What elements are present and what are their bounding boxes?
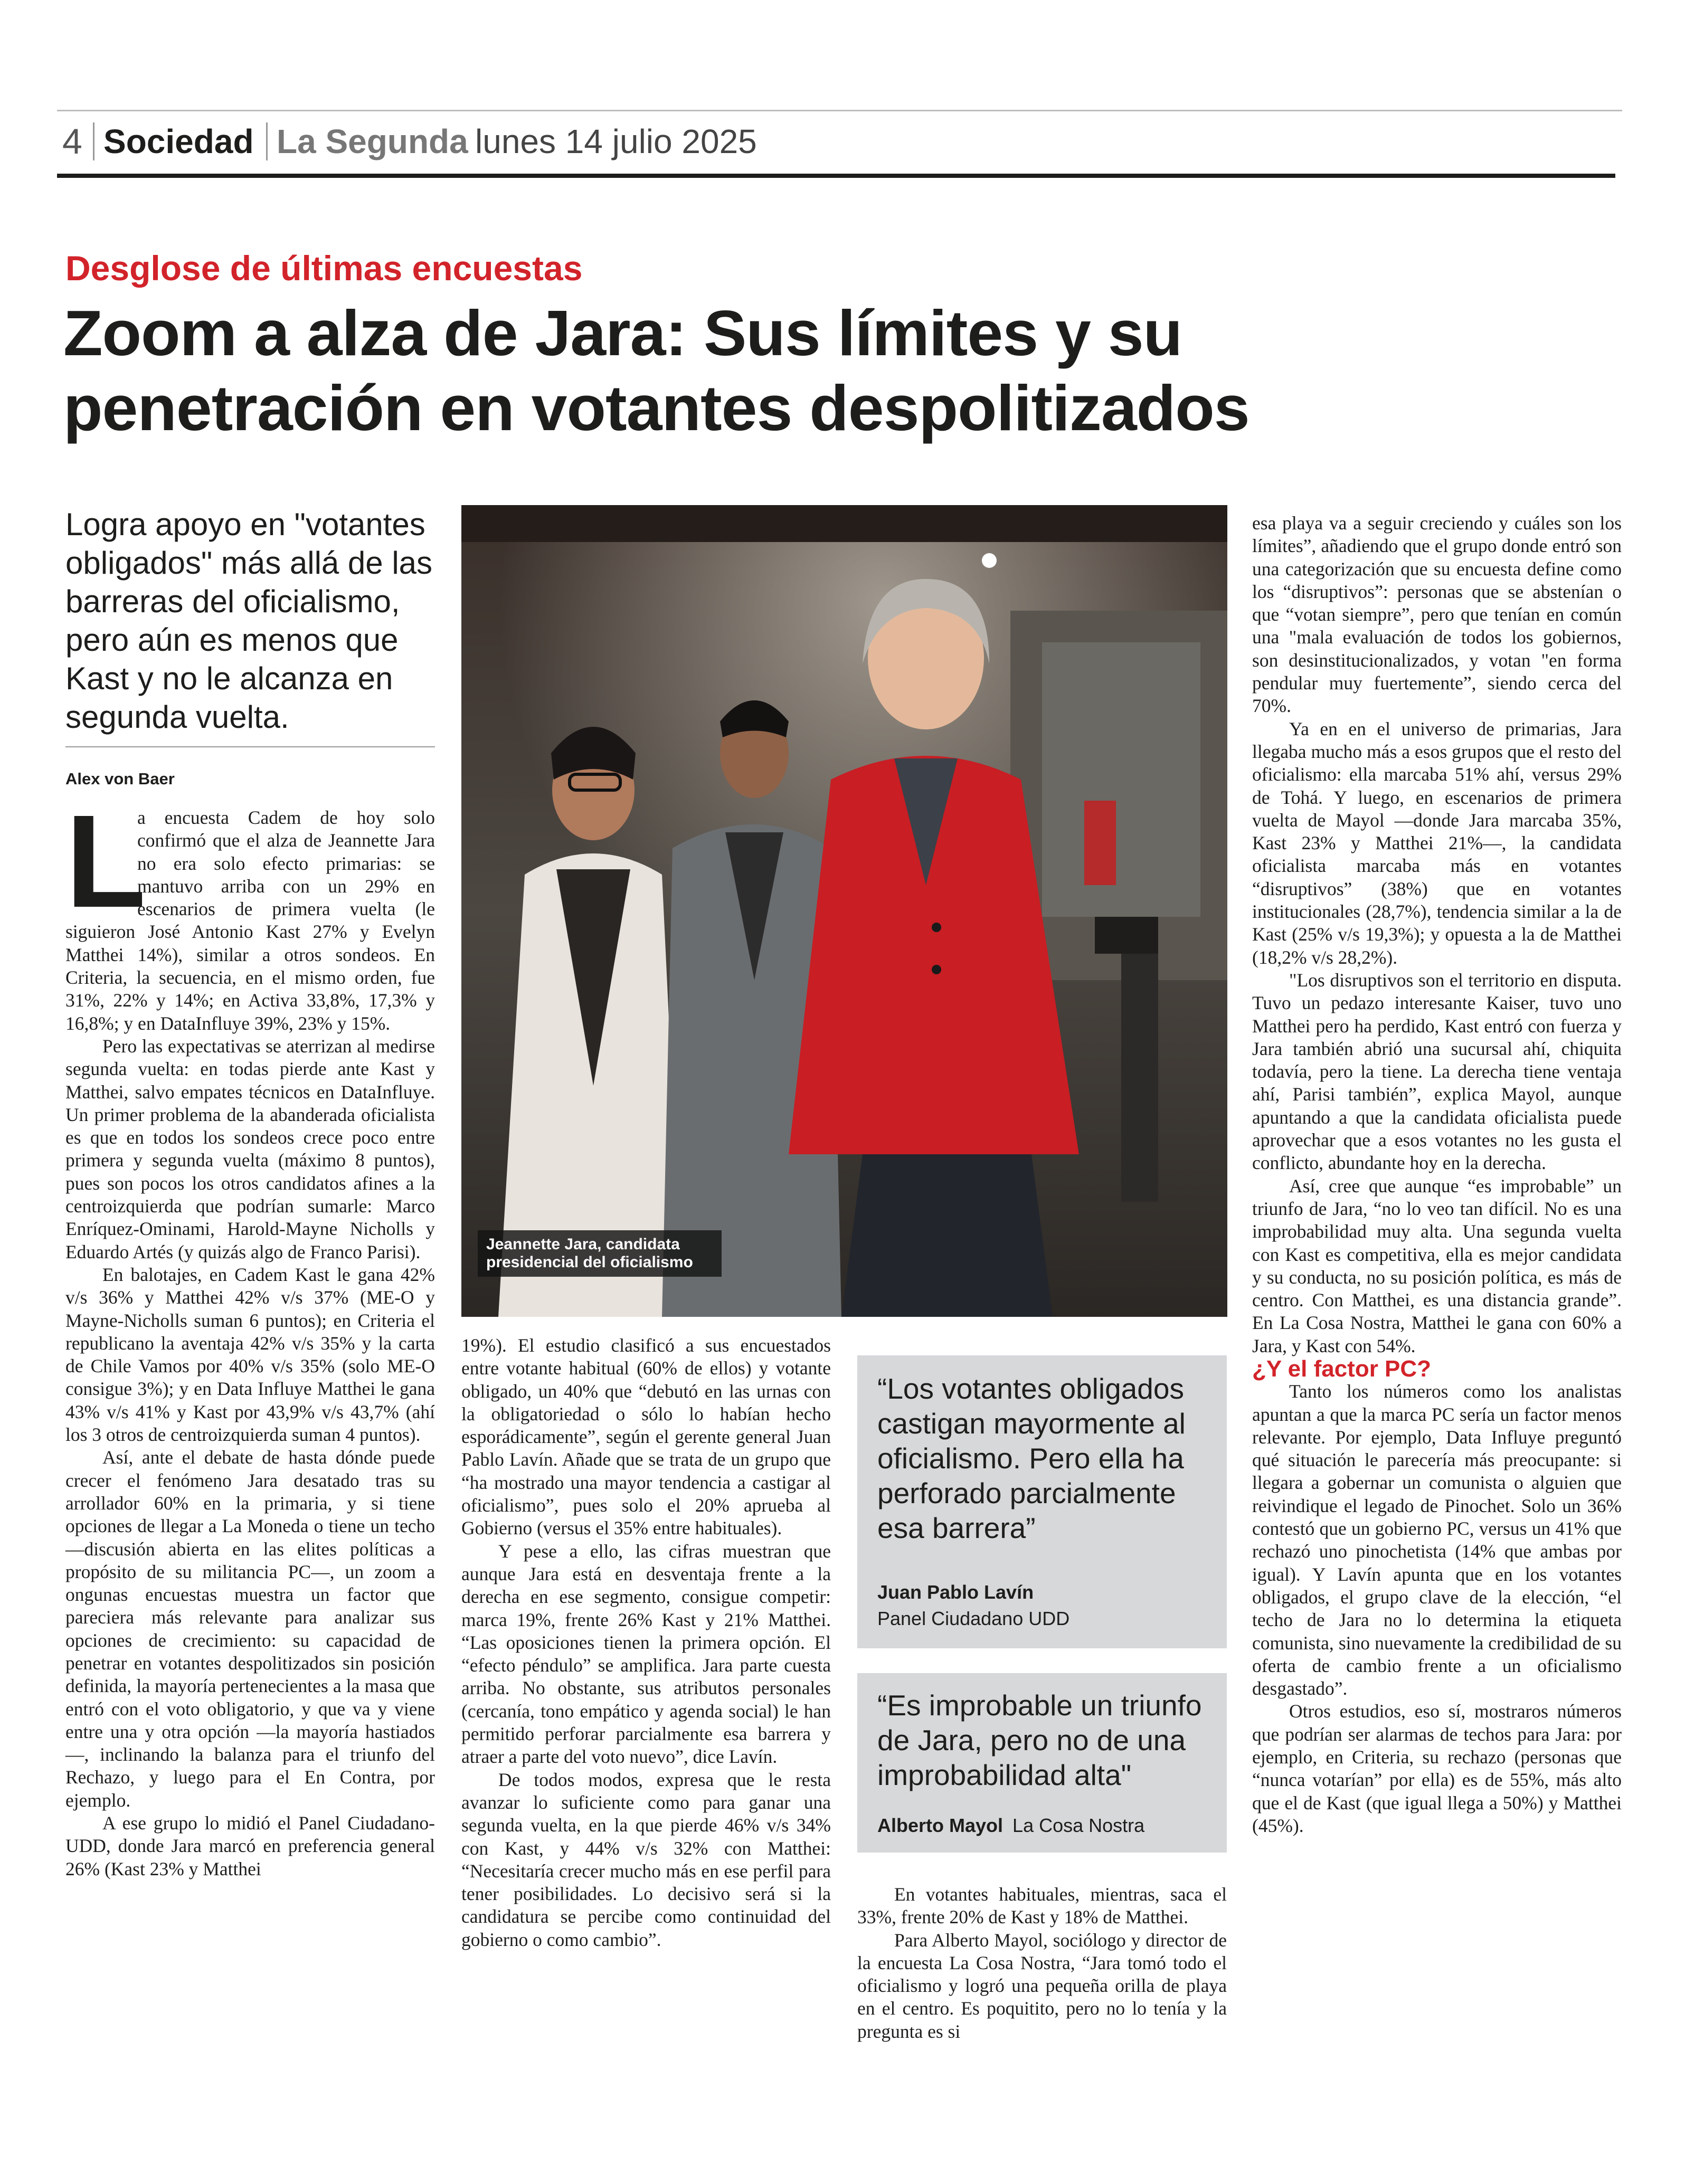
candidate-photo-illustration: [461, 505, 1227, 1317]
body-paragraph: A ese grupo lo midió el Panel Ciudadano-UDD, donde Jara marcó en preferencia general 26% (Kast 23% y Matthei: [65, 1812, 435, 1879]
section-name: Sociedad: [103, 122, 254, 160]
pull-quote-2: [857, 1673, 1227, 1853]
pull-quote-organization: Panel Ciudadano UDD: [877, 1608, 1070, 1629]
pull-quote-organization: La Cosa Nostra: [1012, 1815, 1145, 1836]
body-paragraph: Pero las expectativas se aterrizan al medirse segunda vuelta: en todas pierde ante Kast y Matthei, salvo empates técnicos en DataInfluye. Un primer problema de la abanderada oficialista es que en todos los sondeos crece poco entre primera y segunda vuelta (máximo 8 puntos), pues son pocos los otros candidatos afines a la centroizquierda que podrían sumarle: Marco Enríquez-Ominami, Harold-Mayne Nicholls y Eduardo Artés (y quizás algo de Franco Parisi).: [65, 1035, 435, 1262]
header-top-rule: [57, 110, 1622, 111]
body-paragraph: esa playa va a seguir creciendo y cuáles son los límites”, añadiendo que el grupo donde entró son una categorización que su encuesta define como los “disruptivos”: personas que se abstenían o que “votan siempre”, pero que tenían en común una "mala evaluación de todos los gobiernos, son desinstitucionalizados, y votan "en forma pendular muy fuertemente”, siendo cerca del 70%.: [1252, 512, 1622, 717]
body-paragraph: Así, cree que aunque “es improbable” un triunfo de Jara, “no lo veo tan difícil. No es una improbabilidad muy alta. Una segunda vuelta con Kast es competitiva, ella es mejor candidata y su conducta, no su posición política, es más de centro. Con Matthei, es una distancia grande”. En La Cosa Nostra, Matthei le gana con 60% a Jara, y Kast con 54%.: [1252, 1175, 1622, 1356]
pull-quote-text: “Es improbable un triunfo de Jara, pero no de una improbabilidad alta": [877, 1689, 1202, 1791]
body-paragraph: "Los disruptivos son el territorio en disputa. Tuvo un pedazo interesante Kaiser, tuvo uno Matthei pero ha perdido, Kast entró con fuerza y Jara también abrió una sucursal ahí, chiquita todavía, pero la tiene. La derecha tiene ventaja ahí, Parisi también”, explica Mayol, aunque apuntando a que la candidata oficialista puede aprovechar que a esos votantes no les gusta el conflicto, abundante hoy en la derecha.: [1252, 969, 1622, 1174]
body-column-1: [65, 787, 435, 1881]
title-line-1: Zoom a alza de Jara: Sus límites y su: [63, 297, 1182, 369]
issue-date: lunes 14 julio 2025: [475, 122, 757, 160]
pull-quote-attribution: [877, 1815, 1144, 1837]
body-paragraph: Así, ante el debate de hasta dónde puede crecer el fenómeno Jara desatado tras su arrollador 60% en la primaria, y si tiene opciones de llegar a La Moneda o tiene un techo —discusión abierta en las elites políticas a propósito de su militancia PC—, un zoom a ongunas encuestas muestra un factor que pareciera más relevante para analizar sus opciones de crecimiento: su capacidad de penetrar en votantes despolitizados sin posición definida, la mayoría pertenecientes a la masa que entró con el voto obligatorio, y que va y viene entre una y otra opción —la mayoría hastiados—, inclinando la balanza para el triunfo del Rechazo, y luego para el En Contra, por ejemplo.: [65, 1447, 435, 1811]
article-title: [63, 296, 1594, 445]
body-paragraph: 19%). El estudio clasificó a sus encuestados entre votante habitual (60% de ellos) y votante obligado, un 40% que “debutó en las urnas con la obligatoriedad o sólo lo habían hecho esporádicamente”, según el gerente general Juan Pablo Lavín. Añade que se trata de un grupo que “ha mostrado una mayor tendencia a castigar al oficialismo”, pues solo el 20% aprueba al Gobierno (versus el 35% entre habituales).: [461, 1335, 831, 1539]
body-paragraph: En votantes habituales, mientras, saca el 33%, frente 20% de Kast y 18% de Matthei.: [857, 1884, 1227, 1928]
photo-caption: Jeannette Jara, candidata presidencial del oficialismo: [478, 1230, 722, 1277]
page-number: 4: [62, 121, 82, 162]
article-author: Alex von Baer: [65, 770, 175, 788]
pull-quote-1: [857, 1355, 1227, 1648]
pull-quote-author: Alberto Mayol: [877, 1815, 1004, 1836]
body-column-3: [857, 1883, 1227, 2043]
body-paragraph: Otros estudios, eso sí, mostraros números que podrían ser alarmas de techos para Jara: por ejemplo, en Criteria, su rechazo (personas que “nunca votarían” por ella) es de 55%, más alto que el de Kast (que igual llega a 50%) y Matthei (45%).: [1252, 1701, 1622, 1836]
body-column-2: [461, 1334, 831, 1951]
header-bottom-rule: [57, 174, 1615, 178]
header-separator: [93, 122, 94, 160]
pull-quote-author: Juan Pablo Lavín: [877, 1581, 1034, 1603]
body-paragraph: Y pese a ello, las cifras muestran que aunque Jara está en desventaja frente a la derecha en ese segmento, consigue competir: marca 19%, frente 26% Kast y 21% Matthei. “Las oposiciones tienen la primera opción. El “efecto péndulo” se amplifica. Jara parte cuesta arriba. No obstante, sus atributos personales (cercanía, tono empático y agenda social) le han permitido perforar parcialmente esa barrera y atraer a parte del voto nuevo”, dice Lavín.: [461, 1540, 831, 1768]
body-paragraph: Ya en en el universo de primarias, Jara llegaba mucho más a esos grupos que el resto del oficialismo: ella marcaba 51% ahí, versus 29% de Tohá. Y luego, en escenarios de primera vuelta de Mayol —donde Jara marcaba 35%, Kast 23% y Matthei 21%—, la candidata oficialista marcaba más en votantes “disruptivos” (38%) que en votantes institucionales (28,7%), tendencia similar a la de Kast (25% v/s 19,3%); y opuesta a la de Matthei (18,2% v/s 28,2%).: [1252, 718, 1622, 968]
pull-quote-text: “Los votantes obligados castigan mayormente al oficialismo. Pero ella ha perforado parcialmente esa barrera”: [877, 1372, 1186, 1544]
body-paragraph: L a encuesta Cadem de hoy solo confirmó que el alza de Jeannette Jara no era solo efecto primarias: se mantuvo arriba con un 29% en escenarios de primera vuelta (le siguieron José Antonio Kast 27% y Evelyn Matthei 14%), similar a otros sondeos. En Criteria, la secuencia, en el mismo orden, fue 31%, 22% y 14%; en Activa 33,8%, 17,3% y 16,8%; y en DataInfluye 39%, 23% y 15%.: [65, 787, 435, 1034]
body-paragraph: De todos modos, expresa que le resta avanzar lo suficiente como para ganar una segunda vuelta, en la que pierde 46% v/s 34% con Kast, y 44% v/s 32% con Matthei: “Necesitaría crecer mucho más en ese perfil para tener posibilidades. Lo decisivo será si la candidatura se percibe como continuidad del gobierno o como cambio”.: [461, 1769, 831, 1950]
body-paragraph: Para Alberto Mayol, sociólogo y director de la encuesta La Cosa Nostra, “Jara tomó todo el oficialismo y logró una pequeña orilla de playa en el centro. Es poquitito, pero no lo tenía y la pregunta es si: [857, 1929, 1227, 2042]
article-kicker: Desglose de últimas encuestas: [65, 249, 583, 288]
body-paragraph: Tanto los números como los analistas apuntan a que la marca PC sería un factor menos relevante. Por ejemplo, Data Influye preguntó qué situación le parecería más preocupante: si llegara a gobernar un comunista o alguien que reivindique el legado de Pinochet. Solo un 36% contestó que un gobierno PC, versus un 41% que rechazó uno pinochetista (14% que ambas por igual). Y Lavín apunta que en los votantes obligados, el grupo clave de la elección, “el techo de Jara no lo determina la etiqueta comunista, sino nuevamente la credibilidad de su oferta de cambio frente a un oficialismo desgastado”.: [1252, 1381, 1622, 1699]
section-subhead: ¿Y el factor PC?: [1252, 1355, 1432, 1382]
body-column-4: [1252, 512, 1622, 1837]
header-separator: [266, 122, 268, 160]
newspaper-name: La Segunda: [277, 122, 468, 160]
drop-cap: L: [65, 787, 146, 935]
title-line-2: penetración en votantes despolitizados: [63, 372, 1249, 444]
body-paragraph: En balotajes, en Cadem Kast le gana 42% v/s 36% y Matthei 42% v/s 37% (ME-O y Mayne-Nicholls suman 6 puntos); en Criteria el republicano la aventaja 42% v/s 35% y la carta de Chile Vamos por 40% v/s 35% (solo ME-O consigue 3%); y en Data Influye Matthei le gana 43% v/s 41% y Kast por 43,9% v/s 43,7% (ahí los 3 otros de centroizquierda suman 4 puntos).: [65, 1264, 435, 1446]
article-deck: Logra apoyo en "votantes obligados" más allá de las barreras del oficialismo, pero aún es menos que Kast y no le alcanza en segunda vuelta.: [65, 507, 433, 735]
article-photo: [461, 505, 1227, 1317]
deck-divider: [65, 746, 435, 747]
